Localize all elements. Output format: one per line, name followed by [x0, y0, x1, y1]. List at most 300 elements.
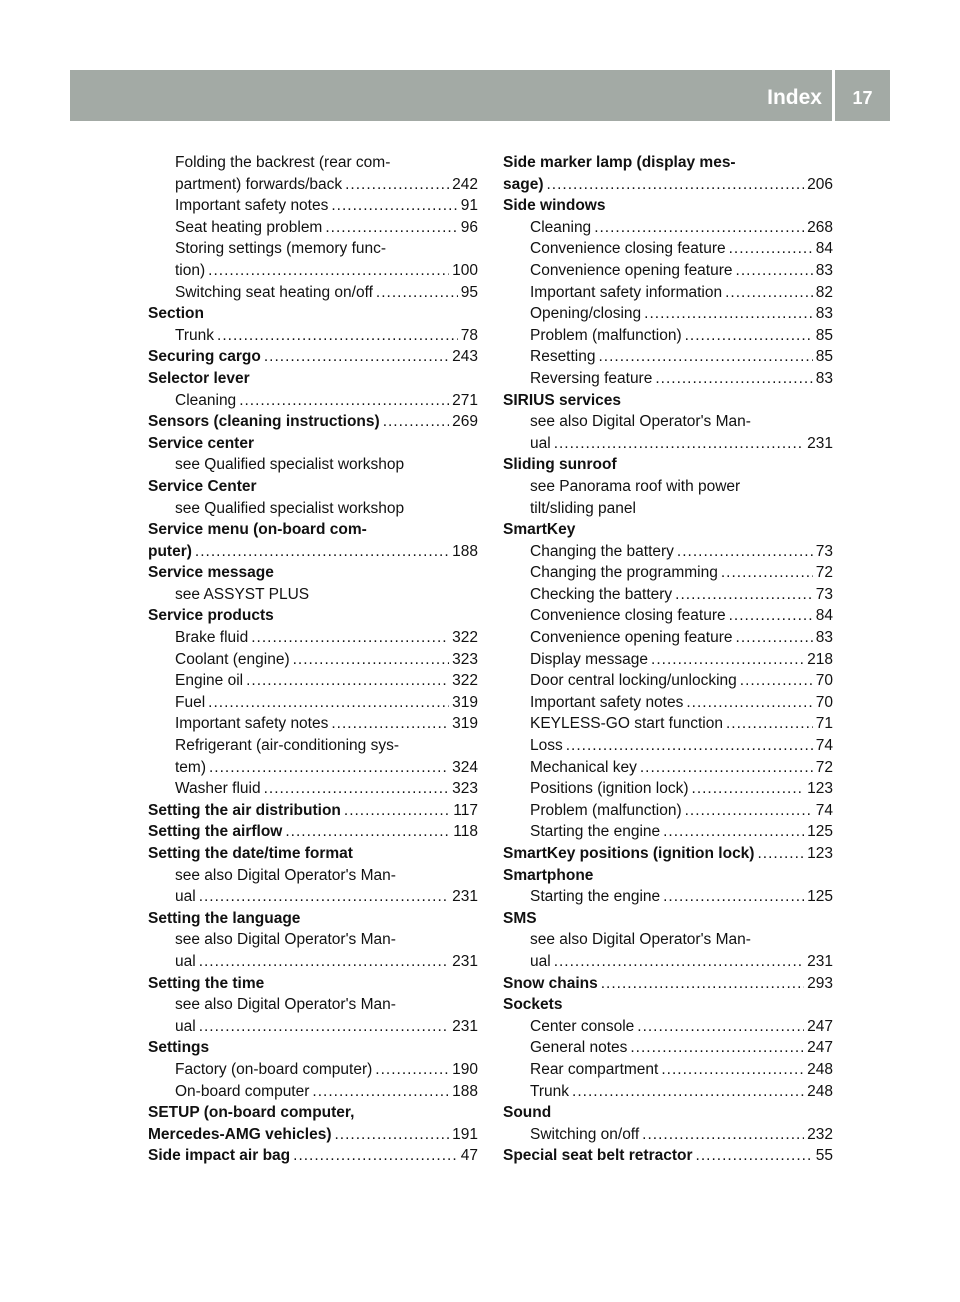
entry-line	[148, 368, 478, 390]
dot-leader	[736, 627, 813, 649]
dot-leader	[685, 800, 813, 822]
page-reference[interactable]: 73	[815, 542, 833, 560]
entry-text: Settings	[148, 1039, 210, 1057]
entry-line	[175, 454, 478, 476]
entry-line	[530, 1124, 833, 1146]
page-reference[interactable]: 322	[452, 629, 478, 647]
dot-leader	[686, 692, 812, 714]
entry-text: Washer fluid	[175, 780, 261, 798]
index-entry	[148, 821, 478, 843]
dot-leader	[285, 821, 450, 843]
page-reference[interactable]: 83	[815, 261, 833, 279]
entry-text: Switching seat heating on/off	[175, 283, 373, 301]
index-entry	[148, 368, 478, 390]
index-entry	[148, 346, 478, 368]
entry-text: Engine oil	[175, 672, 244, 690]
dot-leader	[721, 562, 813, 584]
dot-leader	[598, 346, 812, 368]
index-entry	[503, 843, 833, 865]
index-entry	[148, 433, 478, 455]
entry-text: Changing the battery	[530, 542, 674, 560]
page-reference[interactable]: 231	[807, 434, 833, 452]
page-reference[interactable]: 72	[815, 758, 833, 776]
entry-line	[175, 649, 478, 671]
index-subentry	[503, 778, 833, 800]
page-reference[interactable]: 83	[815, 369, 833, 387]
page-number: 17	[852, 88, 873, 108]
entry-text: SmartKey positions (ignition lock)	[503, 845, 755, 862]
entry-line	[530, 498, 833, 520]
entry-text: see ASSYST PLUS	[175, 585, 310, 603]
dot-leader	[383, 411, 449, 433]
entry-text: tem)	[175, 758, 206, 776]
page-reference[interactable]: 232	[807, 1125, 833, 1143]
page-reference[interactable]: 74	[815, 737, 833, 755]
dot-leader	[554, 951, 804, 973]
page-reference[interactable]: 231	[807, 952, 833, 970]
page-reference[interactable]: 190	[452, 1060, 478, 1078]
index-entry	[503, 454, 833, 476]
dot-leader	[601, 973, 804, 995]
page-reference[interactable]: 231	[452, 1017, 478, 1035]
index-subentry	[148, 713, 478, 735]
page-reference[interactable]: 206	[807, 175, 833, 193]
entry-line	[530, 886, 833, 908]
entry-line	[503, 174, 833, 196]
entry-line	[530, 929, 833, 951]
entry-line	[530, 713, 833, 735]
entry-text: Service menu (on-board com-	[148, 521, 367, 539]
index-subentry	[503, 757, 833, 779]
entry-line	[148, 562, 478, 584]
dot-leader	[376, 282, 458, 304]
index-subentry	[148, 1081, 478, 1103]
page-reference[interactable]: 117	[453, 801, 478, 819]
entry-text: Section	[148, 305, 204, 323]
dot-leader	[736, 260, 813, 282]
entry-text: Securing cargo	[148, 348, 261, 366]
dot-leader	[199, 886, 449, 908]
index-entry	[148, 476, 478, 498]
entry-text: Smartphone	[503, 866, 594, 884]
dot-leader	[644, 303, 813, 325]
index-subentry	[503, 1037, 833, 1059]
entry-text: Starting the engine	[530, 888, 661, 906]
index-subentry	[148, 325, 478, 347]
page-reference[interactable]: 319	[452, 693, 478, 711]
entry-text: Switching on/off	[530, 1125, 640, 1143]
entry-line	[530, 605, 833, 627]
entry-line	[175, 390, 478, 412]
entry-text: Side impact air bag	[148, 1147, 291, 1165]
entry-text: Special seat belt retractor	[503, 1147, 693, 1165]
entry-line	[503, 1145, 833, 1167]
entry-text: Service center	[148, 434, 254, 452]
page-reference[interactable]: 123	[807, 845, 833, 862]
entry-line	[148, 541, 478, 563]
page-reference[interactable]: 74	[815, 801, 833, 819]
entry-line	[530, 1016, 833, 1038]
entry-line	[530, 346, 833, 368]
dot-leader	[375, 1059, 449, 1081]
page-reference[interactable]: 85	[815, 348, 833, 366]
entry-text: Setting the airflow	[148, 823, 283, 841]
entry-line	[175, 498, 478, 520]
entry-line	[530, 238, 833, 260]
dot-leader	[344, 800, 450, 822]
entry-text: see also Digital Operator's Man-	[175, 996, 396, 1014]
entry-text: Convenience closing feature	[530, 607, 726, 625]
dot-leader	[692, 778, 805, 800]
index-subentry	[148, 692, 478, 714]
index-entry	[503, 1102, 833, 1124]
entry-line	[530, 433, 833, 455]
entry-line	[148, 973, 478, 995]
index-subentry	[148, 282, 478, 304]
entry-line	[530, 735, 833, 757]
index-entry	[503, 908, 833, 930]
entry-text: Opening/closing	[530, 305, 642, 323]
page-reference[interactable]: 248	[807, 1082, 833, 1100]
page-reference[interactable]: 191	[452, 1125, 478, 1143]
entry-line	[148, 411, 478, 433]
dot-leader	[726, 713, 813, 735]
index-subentry	[503, 929, 833, 972]
page-reference[interactable]: 188	[452, 542, 478, 560]
entry-line	[148, 843, 478, 865]
entry-text: Setting the language	[148, 909, 301, 927]
page-reference[interactable]: 271	[452, 391, 478, 409]
index-subentry	[148, 1059, 478, 1081]
dot-leader	[729, 605, 813, 627]
dot-leader	[572, 1081, 804, 1103]
entry-line	[175, 174, 478, 196]
index-entry	[503, 519, 833, 541]
entry-text: Convenience opening feature	[530, 629, 733, 647]
page-reference[interactable]: 324	[452, 758, 478, 776]
entry-line	[503, 195, 833, 217]
entry-text: see Panorama roof with power	[530, 477, 741, 495]
entry-line	[503, 519, 833, 541]
index-entry	[148, 519, 478, 562]
entry-text: see also Digital Operator's Man-	[175, 866, 396, 884]
page-reference[interactable]: 247	[807, 1017, 833, 1035]
index-subentry	[148, 238, 478, 281]
page-reference[interactable]: 83	[815, 305, 833, 323]
entry-line	[175, 735, 478, 757]
dot-leader	[293, 1145, 458, 1167]
index-entry	[503, 994, 833, 1016]
page-reference[interactable]: 125	[807, 888, 833, 906]
entry-line	[530, 282, 833, 304]
entry-text: Coolant (engine)	[175, 650, 290, 668]
entry-line	[175, 951, 478, 973]
index-entry	[503, 973, 833, 995]
index-subentry	[148, 390, 478, 412]
index-subentry	[148, 627, 478, 649]
entry-text: tion)	[175, 261, 206, 279]
entry-line	[530, 757, 833, 779]
entry-text: Mechanical key	[530, 758, 637, 776]
entry-text: see also Digital Operator's Man-	[175, 931, 396, 949]
page-reference[interactable]: 125	[807, 823, 833, 841]
entry-text: Side windows	[503, 197, 606, 215]
entry-line	[148, 1145, 478, 1167]
page-reference[interactable]: 95	[460, 283, 478, 301]
dot-leader	[293, 649, 450, 671]
dot-leader	[331, 195, 457, 217]
index-subentry	[148, 670, 478, 692]
page-reference[interactable]: 231	[452, 888, 478, 906]
entry-line	[175, 670, 478, 692]
dot-leader	[217, 325, 458, 347]
dot-leader	[637, 1016, 804, 1038]
entry-line	[530, 368, 833, 390]
index-entry	[148, 562, 478, 584]
entry-text: Important safety notes	[530, 693, 684, 711]
entry-line	[175, 713, 478, 735]
entry-text: Important safety notes	[175, 715, 329, 733]
page-reference[interactable]: 71	[815, 715, 833, 733]
page-reference[interactable]: 322	[452, 672, 478, 690]
index-subentry	[148, 778, 478, 800]
entry-text: ual	[175, 1017, 196, 1035]
index-subentry	[503, 584, 833, 606]
index-subentry	[148, 195, 478, 217]
entry-line	[530, 1059, 833, 1081]
index-subentry	[503, 325, 833, 347]
dot-leader	[740, 670, 813, 692]
index-subentry	[148, 735, 478, 778]
entry-text: ual	[530, 952, 551, 970]
entry-line	[530, 821, 833, 843]
page-reference[interactable]: 84	[815, 607, 833, 625]
entry-text: Trunk	[175, 326, 215, 344]
page-reference[interactable]: 100	[452, 261, 478, 279]
page-reference[interactable]: 91	[460, 197, 478, 215]
entry-line	[530, 1037, 833, 1059]
entry-line	[148, 1037, 478, 1059]
entry-line	[530, 627, 833, 649]
index-subentry	[503, 713, 833, 735]
page-reference[interactable]: 319	[452, 715, 478, 733]
entry-text: Loss	[530, 737, 563, 755]
entry-line	[175, 217, 478, 239]
entry-line	[175, 584, 478, 606]
entry-text: puter)	[148, 542, 192, 560]
entry-line	[530, 562, 833, 584]
dot-leader	[331, 713, 449, 735]
page-reference[interactable]: 243	[452, 348, 478, 366]
index-subentry	[148, 454, 478, 476]
entry-text: ual	[175, 952, 196, 970]
entry-line	[148, 303, 478, 325]
dot-leader	[661, 1059, 804, 1081]
dot-leader	[239, 390, 449, 412]
page-reference[interactable]: 82	[815, 283, 833, 301]
dot-leader	[246, 670, 449, 692]
entry-line	[503, 973, 833, 995]
index-entry	[148, 1102, 478, 1145]
entry-text: SIRIUS services	[503, 391, 622, 409]
entry-text: SmartKey	[503, 521, 576, 539]
entry-line	[175, 929, 478, 951]
entry-text: On-board computer	[175, 1082, 310, 1100]
entry-line	[503, 843, 833, 865]
page-reference[interactable]: 242	[452, 175, 478, 193]
index-subentry	[503, 282, 833, 304]
index-subentry	[503, 649, 833, 671]
entry-line	[175, 865, 478, 887]
entry-text: Changing the programming	[530, 564, 718, 582]
page-reference[interactable]: 269	[452, 413, 478, 431]
index-subentry	[503, 303, 833, 325]
entry-line	[175, 692, 478, 714]
page-reference[interactable]: 248	[807, 1060, 833, 1078]
page-reference[interactable]: 73	[815, 585, 833, 603]
page-reference[interactable]: 231	[452, 952, 478, 970]
index-entry	[503, 1145, 833, 1167]
index-subentry	[148, 649, 478, 671]
page-reference[interactable]: 247	[807, 1039, 833, 1057]
entry-line	[530, 303, 833, 325]
entry-line	[148, 605, 478, 627]
entry-text: Sliding sunroof	[503, 456, 617, 474]
entry-text: Rear compartment	[530, 1060, 659, 1078]
index-subentry	[503, 346, 833, 368]
dot-leader	[208, 260, 449, 282]
page-reference[interactable]: 268	[807, 218, 833, 236]
page-reference[interactable]: 78	[460, 326, 478, 344]
index-subentry	[148, 498, 478, 520]
entry-line	[530, 670, 833, 692]
page-reference[interactable]: 293	[807, 974, 833, 992]
page-reference[interactable]: 96	[460, 218, 478, 236]
entry-text: General notes	[530, 1039, 628, 1057]
index-subentry	[503, 800, 833, 822]
entry-text: see also Digital Operator's Man-	[530, 413, 751, 431]
entry-text: ual	[175, 888, 196, 906]
index-entry	[503, 390, 833, 412]
index-subentry	[503, 670, 833, 692]
page-reference[interactable]: 123	[807, 780, 833, 798]
entry-line	[530, 541, 833, 563]
entry-text: Seat heating problem	[175, 218, 323, 236]
entry-line	[175, 1081, 478, 1103]
entry-text: Factory (on-board computer)	[175, 1060, 373, 1078]
page-reference[interactable]: 85	[815, 326, 833, 344]
index-entry	[148, 800, 478, 822]
entry-line	[530, 260, 833, 282]
entry-text: Center console	[530, 1017, 635, 1035]
entry-line	[175, 325, 478, 347]
dot-leader	[312, 1081, 449, 1103]
entry-line	[148, 908, 478, 930]
entry-line	[530, 800, 833, 822]
entry-line	[530, 692, 833, 714]
index-subentry	[503, 238, 833, 260]
page-reference[interactable]: 188	[452, 1082, 478, 1100]
dot-leader	[757, 843, 804, 865]
dot-leader	[251, 627, 449, 649]
entry-text: Sound	[503, 1104, 552, 1122]
entry-line	[175, 886, 478, 908]
index-subentry	[503, 562, 833, 584]
dot-leader	[209, 757, 449, 779]
index-subentry	[503, 1059, 833, 1081]
entry-line	[175, 238, 478, 260]
index-entry	[148, 1037, 478, 1059]
page-reference[interactable]: 70	[815, 693, 833, 711]
entry-text: Starting the engine	[530, 823, 661, 841]
entry-text: partment) forwards/back	[175, 175, 343, 193]
index-entry	[148, 303, 478, 325]
entry-text: sage)	[503, 175, 544, 193]
dot-leader	[199, 951, 449, 973]
index-subentry	[503, 541, 833, 563]
page-reference[interactable]: 83	[815, 629, 833, 647]
index-subentry	[503, 886, 833, 908]
entry-text: Setting the date/time format	[148, 845, 353, 862]
page-reference[interactable]: 72	[815, 564, 833, 582]
page-reference[interactable]: 323	[452, 780, 478, 798]
entry-line	[175, 260, 478, 282]
entry-line	[175, 994, 478, 1016]
page-reference[interactable]: 218	[807, 650, 833, 668]
entry-text: see Qualified specialist workshop	[175, 499, 405, 517]
entry-line	[148, 821, 478, 843]
index-subentry	[503, 735, 833, 757]
entry-line	[175, 152, 478, 174]
entry-line	[175, 627, 478, 649]
index-subentry	[503, 821, 833, 843]
entry-line	[175, 757, 478, 779]
index-subentry	[503, 217, 833, 239]
entry-text: Convenience opening feature	[530, 261, 733, 279]
entry-line	[175, 1016, 478, 1038]
page-reference[interactable]: 70	[815, 672, 833, 690]
dot-leader	[640, 757, 813, 779]
dot-leader	[195, 541, 449, 563]
index-subentry	[148, 152, 478, 195]
entry-text: Important safety notes	[175, 197, 329, 215]
entry-text: Setting the time	[148, 974, 265, 992]
entry-text: Problem (malfunction)	[530, 801, 682, 819]
entry-text: Brake fluid	[175, 629, 249, 647]
dot-leader	[630, 1037, 804, 1059]
entry-text: Convenience closing feature	[530, 240, 726, 258]
entry-line	[530, 476, 833, 498]
dot-leader	[199, 1016, 449, 1038]
page-reference[interactable]: 84	[815, 240, 833, 258]
page-reference[interactable]: 55	[815, 1147, 833, 1165]
dot-leader	[696, 1145, 813, 1167]
dot-leader	[655, 368, 812, 390]
dot-leader	[554, 433, 804, 455]
entry-text: Refrigerant (air-conditioning sys-	[175, 737, 399, 755]
entry-line	[148, 800, 478, 822]
dot-leader	[208, 692, 449, 714]
index-subentry	[148, 929, 478, 972]
page-reference[interactable]: 118	[453, 823, 478, 841]
page-reference[interactable]: 323	[452, 650, 478, 668]
dot-leader	[264, 778, 450, 800]
entry-line	[175, 1059, 478, 1081]
page-reference[interactable]: 47	[460, 1147, 478, 1165]
entry-text: Service Center	[148, 477, 257, 495]
entry-line	[175, 195, 478, 217]
index-subentry	[148, 865, 478, 908]
